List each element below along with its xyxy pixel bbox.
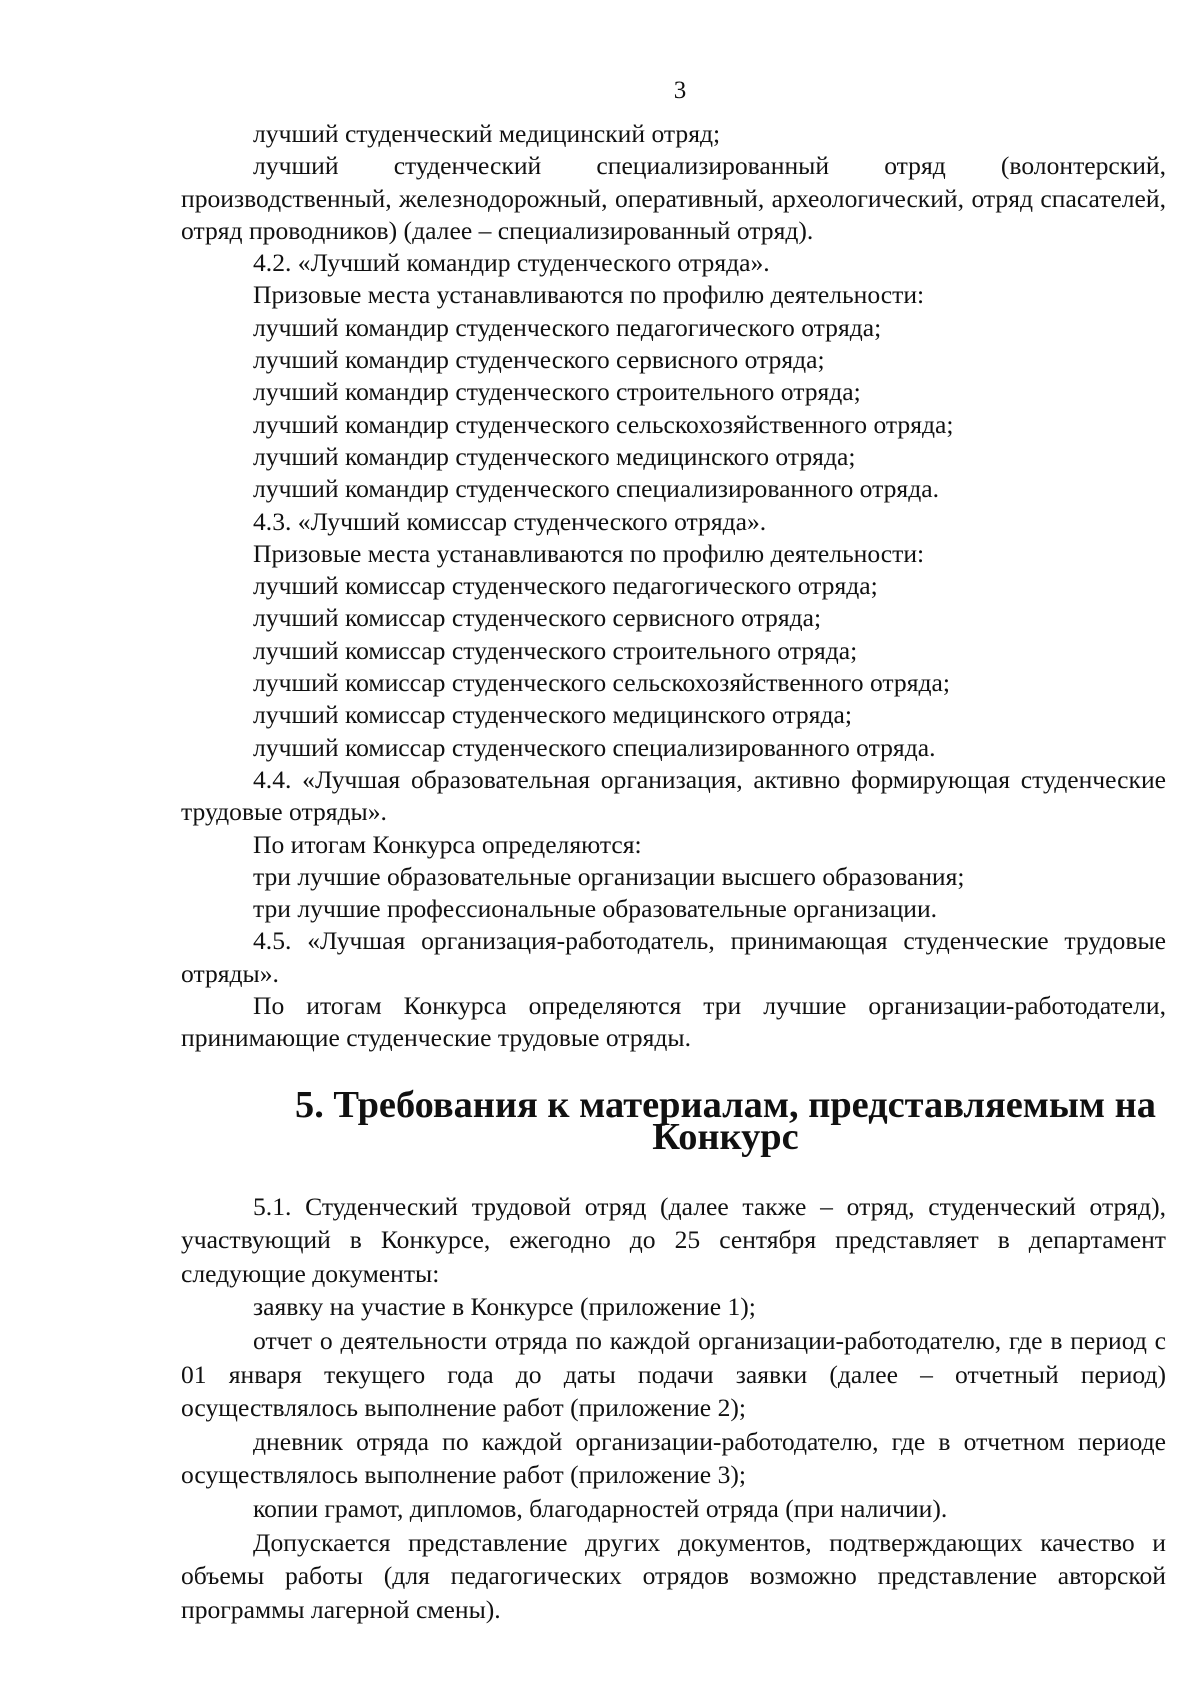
paragraph: лучший комиссар студенческого сельскохозяйственного отряда; <box>253 668 950 698</box>
section-4-continuation <box>181 118 1166 1055</box>
paragraph: 4.3. «Лучший комиссар студенческого отряда». <box>253 506 767 536</box>
paragraph: лучший комиссар студенческого медицинского отряда; <box>253 700 852 730</box>
paragraph: лучший командир студенческого строительного отряда; <box>253 377 861 407</box>
paragraph: лучший командир студенческого специализированного отряда. <box>253 474 939 504</box>
paragraph: лучший комиссар студенческого строительного отряда; <box>253 635 858 665</box>
paragraph: лучший командир студенческого сервисного отряда; <box>253 345 825 375</box>
paragraph: отчет о деятельности отряда по каждой организации-работодателю, где в период с 01 января текущего года до даты подачи заявки (далее – отчетный период) осуществлялось выполнение работ (приложение 2); <box>181 1325 1166 1423</box>
paragraph: копии грамот, дипломов, благодарностей отряда (при наличии). <box>253 1493 948 1523</box>
paragraph: лучший командир студенческого сельскохозяйственного отряда; <box>253 409 954 439</box>
paragraph: 4.5. «Лучшая организация-работодатель, принимающая студенческие трудовые отряды». <box>181 926 1166 988</box>
paragraph: три лучшие профессиональные образовательные организации. <box>253 894 938 924</box>
paragraph: По итогам Конкурса определяются: <box>253 829 642 859</box>
paragraph: лучший командир студенческого педагогического отряда; <box>253 312 882 342</box>
page-number: 3 <box>673 77 687 104</box>
paragraph: три лучшие образовательные организации высшего образования; <box>253 861 965 891</box>
paragraph: заявку на участие в Конкурсе (приложение 1); <box>253 1292 756 1322</box>
paragraph: дневник отряда по каждой организации-работодателю, где в отчетном периоде осуществлялось выполнение работ (приложение 3); <box>181 1426 1166 1490</box>
document-body <box>181 118 1166 1626</box>
paragraph: лучший командир студенческого медицинского отряда; <box>253 441 856 471</box>
paragraph: лучший комиссар студенческого сервисного отряда; <box>253 603 822 633</box>
spacer <box>181 1153 1166 1190</box>
paragraph: лучший студенческий медицинский отряд; <box>253 119 721 148</box>
paragraph: лучший комиссар студенческого специализированного отряда. <box>253 732 936 762</box>
section-5 <box>181 1190 1166 1627</box>
paragraph: лучший студенческий специализированный отряд (волонтерский, производственный, железнодорожный, оперативный, археологический, отряд спасателей, отряд проводников) (далее – специализированный отряд). <box>181 151 1166 245</box>
paragraph: лучший комиссар студенческого педагогического отряда; <box>253 571 878 601</box>
paragraph: Допускается представление других документов, подтверждающих качество и объемы работы (для педагогических отрядов возможно представление авторской программы лагерной смены). <box>181 1527 1166 1624</box>
paragraph: 4.4. «Лучшая образовательная организация, активно формирующая студенческие трудовые отряды». <box>181 764 1166 827</box>
paragraph: По итогам Конкурса определяются три лучшие организации-работодатели, принимающие студенческие трудовые отряды. <box>181 991 1166 1053</box>
paragraph: Призовые места устанавливаются по профилю деятельности: <box>253 538 925 568</box>
paragraph: 4.2. «Лучший командир студенческого отряда». <box>253 248 770 278</box>
section-heading: 5. Требования к материалам, представляемым на Конкурс <box>295 1083 1156 1158</box>
paragraph: 5.1. Студенческий трудовой отряд (далее также – отряд, студенческий отряд), участвующий в Конкурсе, ежегодно до 25 сентября представляет в департамент следующие документы: <box>181 1191 1166 1288</box>
paragraph: Призовые места устанавливаются по профилю деятельности: <box>253 280 925 310</box>
